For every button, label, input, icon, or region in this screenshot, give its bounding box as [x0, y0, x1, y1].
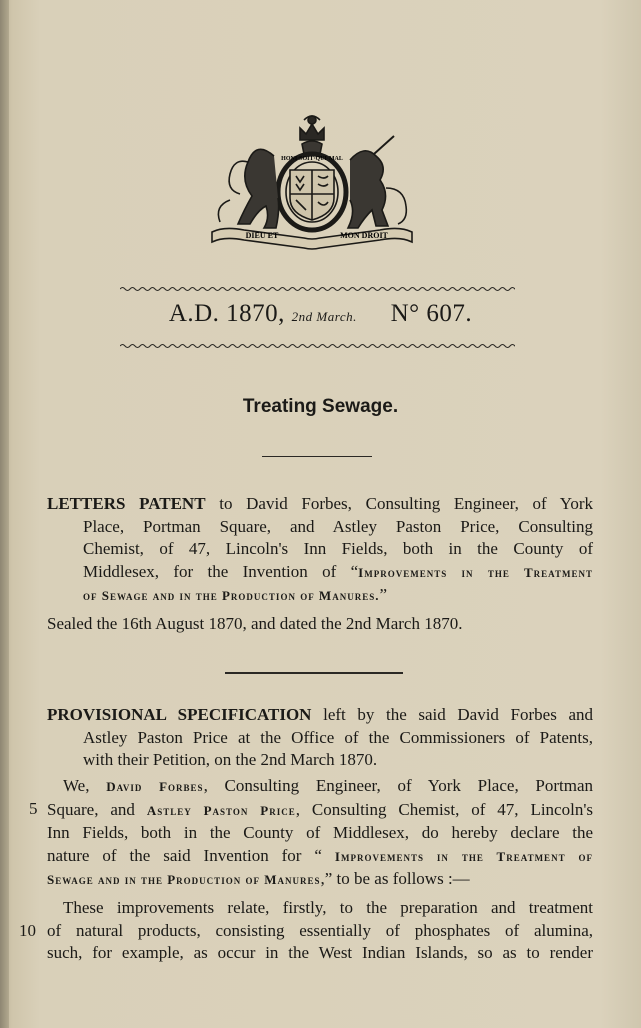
body-paragraph-1 — [47, 775, 593, 892]
p1-line4-a: nature of the said Invention for “ — [47, 845, 335, 865]
document-title: Treating Sewage. — [242, 396, 399, 417]
invention-title-part-2: of Sewage and in the Production of Manures. — [83, 588, 380, 604]
letters-patent-paragraph — [47, 493, 593, 608]
provisional-line-1: left by the said David Forbes and — [311, 705, 593, 724]
line-number-5: 5 — [29, 799, 38, 818]
royal-coat-of-arms — [204, 110, 420, 250]
p1-invention-part-2: Sewage and in the Production of Manures — [47, 872, 321, 888]
sealed-text: Sealed the 16th August 1870, and dated the 2nd March 1870. — [47, 614, 463, 633]
p2-line3: such, for example, as occur in the West Indian Islands, so as to render — [47, 943, 593, 963]
patent-year: A.D. 1870, — [168, 300, 285, 327]
wavy-rule-bottom — [120, 342, 515, 350]
garter-motto: HONI·SOIT·QUI·MAL — [281, 156, 343, 162]
provisional-line-3: with their Petition, on the 2nd March 1870. — [83, 750, 378, 770]
p1-name-forbes: David Forbes — [106, 779, 204, 794]
wavy-rule-top — [120, 285, 515, 293]
provisional-line-2: Astley Paston Price at the Office of the Commissioners of Patents, — [83, 727, 593, 747]
motto-left: DIEU ET — [245, 231, 279, 240]
letters-patent-label: LETTERS PATENT — [47, 494, 206, 513]
p1-line3: Inn Fields, both in the County of Middlesex, do hereby declare the — [47, 823, 593, 843]
p1-invention-part-1: Improvements in the Treatment of — [334, 848, 594, 864]
p2-line2: of natural products, consisting essentially of phosphates of alumina, — [47, 920, 593, 940]
sealed-line — [47, 613, 593, 636]
motto-right: MON DROIT — [340, 231, 388, 240]
page-spine-edge — [0, 0, 9, 1028]
patent-header-line — [0, 300, 641, 328]
p2-line1: These improvements relate, firstly, to the preparation and treatment — [63, 898, 593, 917]
patent-number: N° 607. — [390, 300, 473, 327]
p1-name-price: Astley Paston Price — [146, 802, 296, 818]
letters-patent-line-2: Place, Portman Square, and Astley Paston Price, Consulting — [83, 516, 593, 536]
letters-patent-line-4: Middlesex, for the Invention of “ — [83, 561, 359, 581]
letters-patent-line-3: Chemist, of 47, Lincoln's Inn Fields, both in the County of — [83, 539, 593, 559]
provisional-specification-heading — [47, 704, 593, 772]
p1-line1-b: , Consulting Engineer, of York Place, Portman — [203, 776, 594, 795]
letters-patent-line-1: to David Forbes, Consulting Engineer, of York — [205, 494, 593, 513]
p1-line2-b: , Consulting Chemist, of 47, Lincoln's — [295, 799, 593, 819]
divider-2 — [225, 672, 403, 674]
p1-line1-a: We, — [63, 776, 107, 795]
p1-line2-a: Square, and — [47, 799, 147, 819]
provisional-label: PROVISIONAL SPECIFICATION — [47, 705, 312, 724]
line-number-10: 10 — [19, 921, 36, 940]
body-paragraph-2 — [47, 897, 593, 965]
patent-date: 2nd March. — [291, 309, 357, 324]
divider-1 — [262, 456, 372, 457]
invention-title-part-1: Improvements in the Treatment — [358, 564, 594, 580]
letters-patent-closing-quote: ” — [379, 585, 388, 605]
p1-line5-b: ,” to be as follows :— — [320, 869, 470, 889]
